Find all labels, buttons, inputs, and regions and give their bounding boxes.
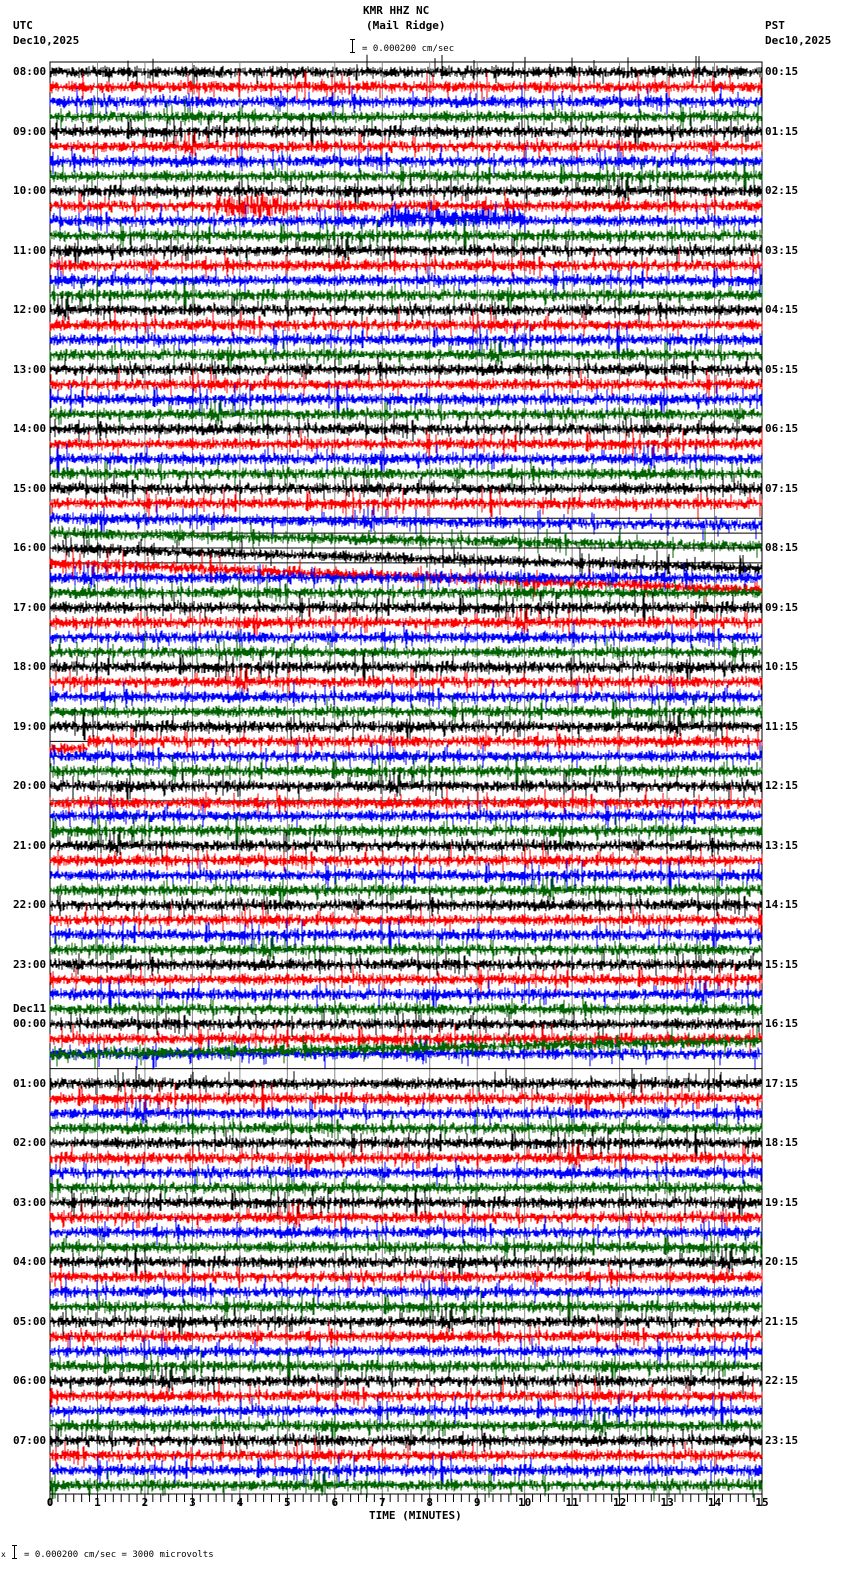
pst-hour-label: 07:15 [765,481,799,495]
pst-hour-label: 04:15 [765,303,799,316]
x-tick-label: 14 [707,1496,722,1509]
utc-hour-label: 05:00 [13,1314,47,1328]
pst-hour-label: 00:15 [765,65,799,78]
x-tick-label: 15 [755,1496,769,1509]
utc-hour-label: 00:00 [13,1017,47,1030]
pst-hour-label: 03:15 [765,243,799,257]
utc-hour-label: 19:00 [13,719,47,733]
utc-hour-label: 02:00 [13,1136,47,1149]
pst-hour-label: 01:15 [765,124,799,138]
utc-hour-label: 12:00 [13,303,47,316]
utc-hour-label: 10:00 [13,184,47,197]
pst-hour-label: 22:15 [765,1374,799,1387]
utc-hour-label: 14:00 [13,422,47,435]
left-date: Dec10,2025 [13,34,80,47]
x-tick-label: 0 [46,1496,54,1509]
utc-hour-label: 22:00 [13,898,47,911]
x-axis-label: TIME (MINUTES) [369,1509,462,1522]
utc-hour-label: 15:00 [13,481,47,495]
pst-hour-label: 05:15 [765,362,799,376]
x-tick-label: 6 [331,1496,339,1509]
left-timezone: UTC [13,19,33,32]
utc-hour-label: 17:00 [13,600,47,614]
pst-hour-label: 11:15 [765,719,799,733]
x-tick-label: 1 [94,1496,101,1509]
x-tick-label: 13 [660,1496,674,1509]
x-tick-label: 7 [378,1496,386,1509]
pst-hour-label: 17:15 [765,1076,799,1090]
pst-hour-label: 12:15 [765,779,799,792]
utc-hour-label: 04:00 [13,1255,47,1268]
pst-hour-label: 21:15 [765,1314,799,1328]
utc-hour-label: 11:00 [13,243,47,257]
footer-marker: x [1,1550,6,1559]
pst-hour-label: 09:15 [765,600,799,614]
x-tick-label: 4 [236,1496,244,1509]
utc-hour-label: 07:00 [13,1433,47,1447]
utc-hour-label: 23:00 [13,957,47,971]
utc-hour-label: 01:00 [13,1076,47,1090]
pst-hour-label: 02:15 [765,184,799,197]
utc-hour-label: 16:00 [13,541,47,554]
utc-hour-label: 18:00 [13,660,47,673]
pst-hour-label: 20:15 [765,1255,799,1268]
pst-hour-label: 06:15 [765,422,799,435]
pst-hour-label: 19:15 [765,1195,799,1209]
utc-hour-label: 21:00 [13,838,47,852]
scale-bar-icon [352,39,353,53]
utc-hour-label: 03:00 [13,1195,47,1209]
x-tick-label: 8 [426,1496,434,1509]
utc-hour-label: 09:00 [13,124,47,138]
pst-hour-label: 15:15 [765,957,799,971]
x-tick-label: 3 [189,1496,196,1509]
station-location: (Mail Ridge) [366,19,446,32]
utc-hour-label: 13:00 [13,362,47,376]
pst-hour-label: 08:15 [765,541,799,554]
utc-hour-label: 08:00 [13,65,47,78]
date-change-label: Dec11 [13,1002,47,1015]
x-tick-label: 9 [473,1496,481,1509]
footer-scale-text: = 0.000200 cm/sec = 3000 microvolts [24,1550,214,1560]
right-date: Dec10,2025 [765,34,832,47]
utc-hour-label: 20:00 [13,779,47,792]
station-title: KMR HHZ NC [363,4,430,17]
x-tick-label: 12 [613,1496,627,1509]
pst-hour-label: 18:15 [765,1136,799,1149]
right-timezone: PST [765,19,785,32]
pst-hour-label: 16:15 [765,1017,799,1030]
x-tick-label: 2 [141,1496,149,1509]
footer-scale-bar-icon [14,1545,15,1559]
pst-hour-label: 13:15 [765,838,799,852]
x-tick-label: 11 [565,1496,579,1509]
scale-text: = 0.000200 cm/sec [362,44,455,54]
pst-hour-label: 10:15 [765,660,799,673]
pst-hour-label: 23:15 [765,1433,799,1447]
utc-hour-label: 06:00 [13,1374,47,1387]
pst-hour-label: 14:15 [765,898,799,911]
x-tick-label: 5 [284,1496,291,1509]
x-tick-label: 10 [518,1496,532,1509]
